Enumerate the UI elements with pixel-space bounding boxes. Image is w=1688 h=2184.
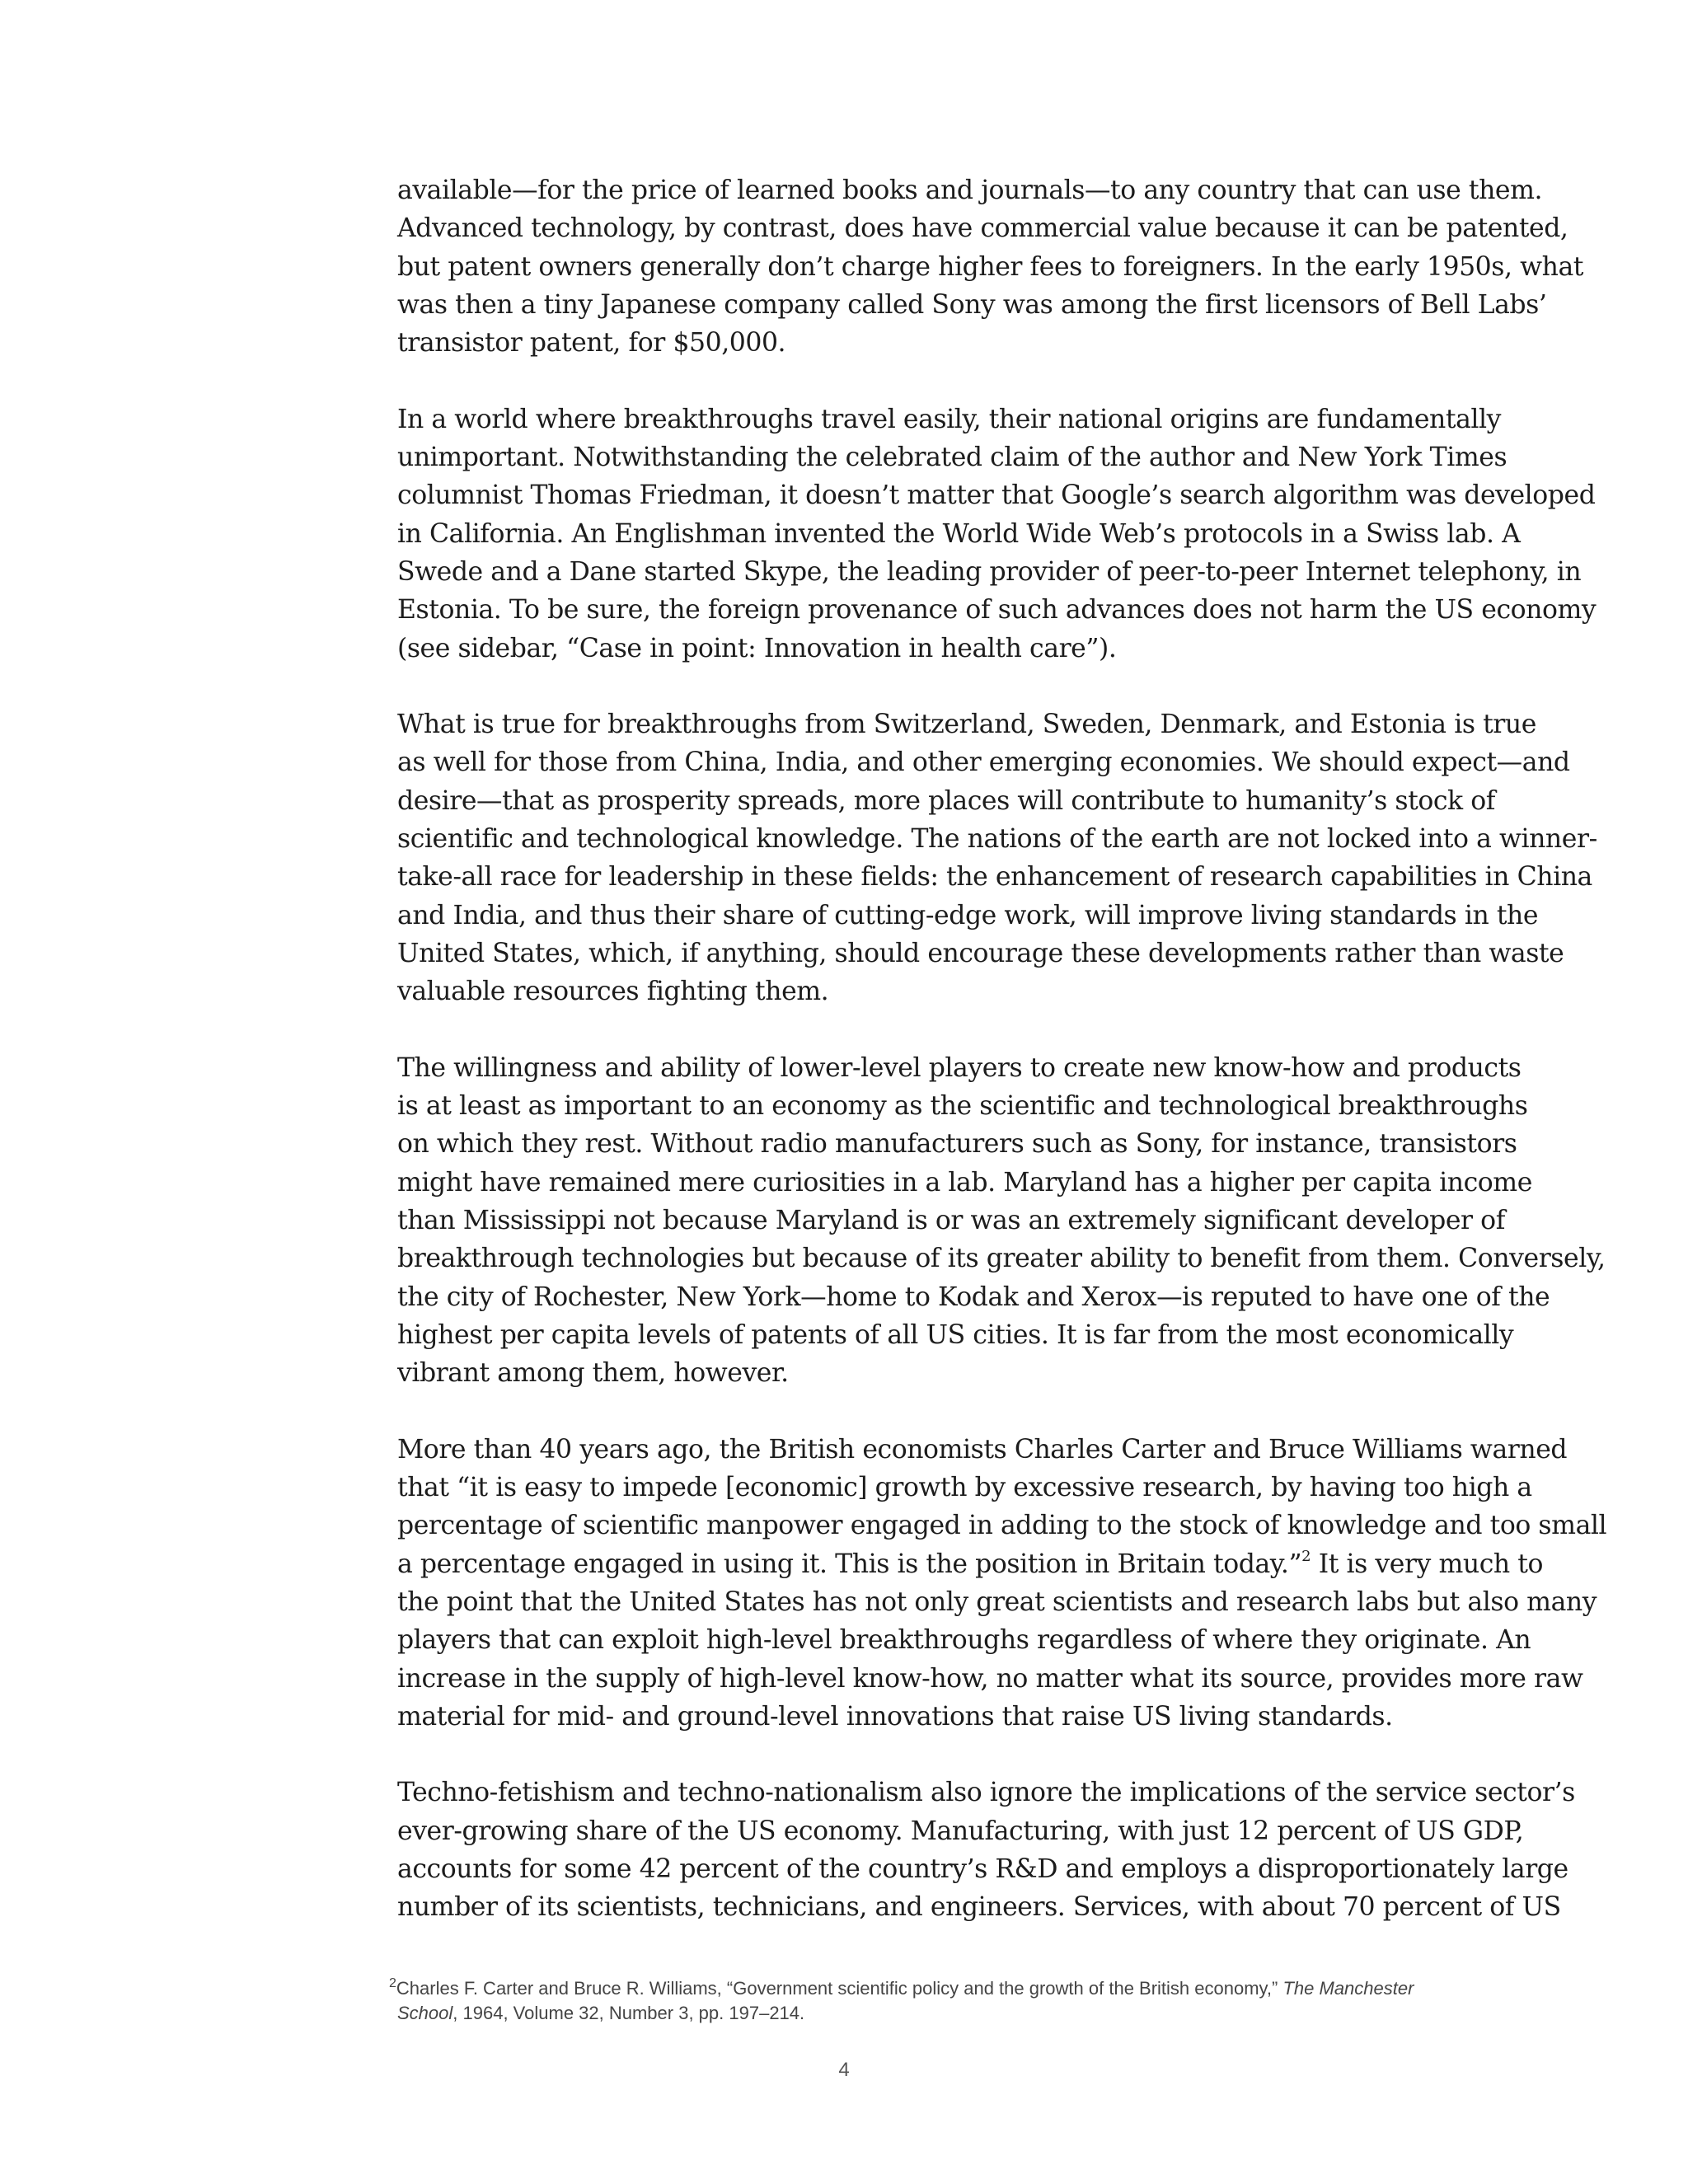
paragraph-6 — [397, 1774, 1575, 1926]
text-line: scientific and technological knowledge. The nations of the earth are not locked into a winner- — [397, 824, 1597, 855]
footnote-text: , 1964, Volume 32, Number 3, pp. 197–214. — [452, 2003, 805, 2023]
text-line: unimportant. Notwithstanding the celebrated claim of the author and New York Times — [397, 443, 1507, 473]
text-line: take-all race for leadership in these fields: the enhancement of research capabilities in China — [397, 862, 1592, 893]
footnote-journal: The Manchester — [1282, 1978, 1414, 1999]
text-line: United States, which, if anything, should encourage these developments rather than waste — [397, 938, 1564, 968]
body-text — [397, 171, 1607, 1965]
text-line: valuable resources fighting them. — [397, 977, 829, 1007]
text-line: ever-growing share of the US economy. Manufacturing, with just 12 percent of US GDP, — [397, 1816, 1524, 1846]
text-line: the city of Rochester, New York—home to Kodak and Xerox—is reputed to have one of the — [397, 1282, 1550, 1312]
text-line: available—for the price of learned books and journals—to any country that can use them. — [397, 176, 1543, 205]
text-line: is at least as important to an economy as the scientific and technological breakthroughs — [397, 1091, 1528, 1122]
text-line: Estonia. To be sure, the foreign provenance of such advances does not harm the US economy — [397, 595, 1597, 626]
text-line: as well for those from China, India, and other emerging economies. We should expect—and — [397, 748, 1570, 778]
text-segment: It is very much to — [1311, 1549, 1544, 1579]
text-line: In a world where breakthroughs travel easily, their national origins are fundamentally — [397, 404, 1501, 434]
text-line: (see sidebar, “Case in point: Innovation in health care”). — [397, 633, 1117, 663]
footnote-reference[interactable]: 2 — [1301, 1547, 1311, 1565]
text-line: percentage of scientific manpower engaged in adding to the stock of knowledge and too small — [397, 1511, 1607, 1541]
paragraph-3 — [397, 705, 1597, 1010]
text-line: that “it is easy to impede [economic] growth by excessive research, by having too high a — [397, 1473, 1532, 1503]
text-line: in California. An Englishman invented the World Wide Web’s protocols in a Swiss lab. A — [397, 518, 1521, 549]
text-line: More than 40 years ago, the British economists Charles Carter and Bruce Williams warned — [397, 1434, 1568, 1465]
text-line: material for mid- and ground-level innovations that raise US living standards. — [397, 1701, 1393, 1732]
text-line: What is true for breakthroughs from Switzerland, Sweden, Denmark, and Estonia is true — [397, 710, 1536, 740]
text-line: Advanced technology, by contrast, does have commercial value because it can be patented, — [397, 213, 1568, 244]
text-line: Swede and a Dane started Skype, the leading provider of peer-to-peer Internet telephony, in — [397, 556, 1582, 587]
paragraph-5 — [397, 1431, 1607, 1736]
text-line: The willingness and ability of lower-level players to create new know-how and products — [397, 1052, 1522, 1083]
text-line: breakthrough technologies but because of its greater ability to benefit from them. Conversely, — [397, 1244, 1606, 1274]
text-line: accounts for some 42 percent of the country’s R&D and employs a disproportionately large — [397, 1854, 1568, 1885]
text-segment: a percentage engaged in using it. This is the position in Britain today.” — [397, 1549, 1302, 1579]
text-line: on which they rest. Without radio manufacturers such as Sony, for instance, transistors — [397, 1129, 1517, 1160]
text-line: desire—that as prosperity spreads, more places will contribute to humanity’s stock of — [397, 785, 1495, 816]
text-line: was then a tiny Japanese company called Sony was among the first licensors of Bell Labs’ — [397, 289, 1547, 320]
footnote-marker: 2 — [389, 1976, 396, 1990]
paragraph-4 — [397, 1049, 1606, 1393]
text-line: vibrant among them, however. — [397, 1358, 789, 1389]
text-line: but patent owners generally don’t charge higher fees to foreigners. In the early 1950s, what — [397, 251, 1584, 282]
text-line-with-footnote — [397, 1545, 1544, 1583]
text-line: columnist Thomas Friedman, it doesn’t matter that Google’s search algorithm was developed — [397, 480, 1596, 511]
text-line: transistor patent, for $50,000. — [397, 328, 786, 359]
footnote-line — [389, 2001, 1559, 2026]
footnote-line — [389, 1976, 1559, 2001]
text-line: Techno-fetishism and techno-nationalism also ignore the implications of the service sector’s — [397, 1778, 1575, 1808]
text-line: the point that the United States has not only great scientists and research labs but also many — [397, 1586, 1597, 1617]
text-line: than Mississippi not because Maryland is or was an extremely significant developer of — [397, 1206, 1505, 1236]
paragraph-1 — [397, 171, 1584, 362]
footnote — [389, 1976, 1559, 2026]
text-line: players that can exploit high-level breakthroughs regardless of where they originate. An — [397, 1625, 1531, 1656]
page-number: 4 — [838, 2059, 850, 2081]
text-line: and India, and thus their share of cutting-edge work, will improve living standards in the — [397, 900, 1539, 930]
footnote-journal-cont: School — [397, 2003, 453, 2023]
text-line: number of its scientists, technicians, and engineers. Services, with about 70 percent of US — [397, 1892, 1561, 1923]
text-line: highest per capita levels of patents of all US cities. It is far from the most economically — [397, 1319, 1514, 1350]
paragraph-2 — [397, 401, 1597, 668]
footnote-text: Charles F. Carter and Bruce R. Williams, “Government scientific policy and the growth of the British economy,” — [396, 1978, 1283, 1999]
text-line: might have remained mere curiosities in a lab. Maryland has a higher per capita income — [397, 1167, 1532, 1197]
text-line: increase in the supply of high-level know-how, no matter what its source, provides more raw — [397, 1663, 1583, 1694]
